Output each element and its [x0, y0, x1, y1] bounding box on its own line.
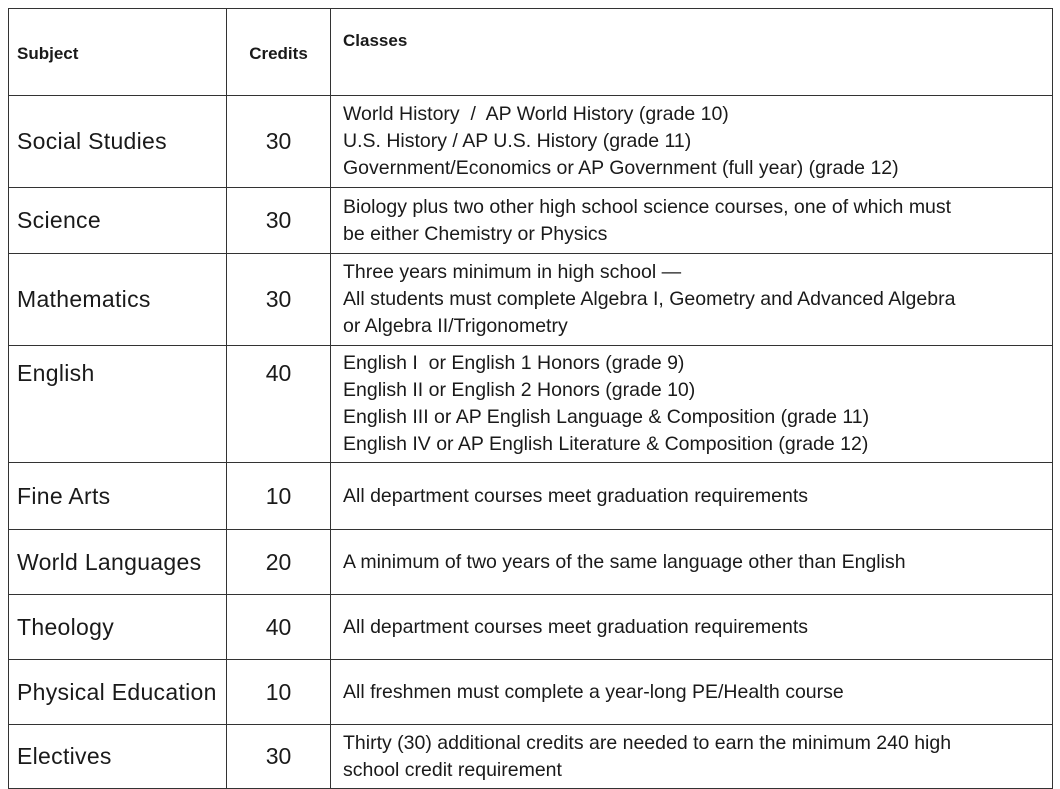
- credits-cell: 10: [227, 463, 331, 530]
- classes-cell: [331, 660, 1053, 725]
- classes-cell: [331, 463, 1053, 530]
- table-row: [9, 660, 1053, 725]
- table-row: [9, 530, 1053, 595]
- graduation-requirements-table: [8, 8, 1053, 789]
- credits-cell: 30: [227, 96, 331, 188]
- class-line: Biology plus two other high school science courses, one of which must: [343, 195, 952, 218]
- class-line: All department courses meet graduation requirements: [343, 484, 808, 507]
- credits-cell: 10: [227, 660, 331, 725]
- credits-cell: 40: [227, 346, 331, 463]
- subject-cell: Physical Education: [9, 660, 227, 725]
- table-row: [9, 595, 1053, 660]
- subject-cell: Science: [9, 188, 227, 254]
- subject-cell: World Languages: [9, 530, 227, 595]
- table-row: [9, 96, 1053, 188]
- class-line: Three years minimum in high school —: [343, 261, 682, 283]
- table-row: [9, 188, 1053, 254]
- subject-cell: Social Studies: [9, 96, 227, 188]
- subject-cell: English: [9, 346, 227, 463]
- class-line: English III or AP English Language & Composition (grade 11): [343, 406, 870, 428]
- class-line: A minimum of two years of the same language other than English: [343, 550, 906, 573]
- class-line: English IV or AP English Literature & Composition (grade 12): [343, 433, 869, 455]
- header-classes: Classes: [331, 9, 1053, 96]
- classes-cell: [331, 725, 1053, 789]
- class-line: U.S. History / AP U.S. History (grade 11): [343, 130, 692, 152]
- credits-cell: 30: [227, 188, 331, 254]
- class-line: school credit requirement: [343, 758, 562, 781]
- credits-cell: 20: [227, 530, 331, 595]
- table-row: [9, 346, 1053, 463]
- class-line: English II or English 2 Honors (grade 10): [343, 379, 696, 401]
- classes-cell: [331, 530, 1053, 595]
- subject-cell: Mathematics: [9, 254, 227, 346]
- class-line: All students must complete Algebra I, Geometry and Advanced Algebra: [343, 288, 956, 310]
- classes-cell: [331, 346, 1053, 463]
- subject-cell: Theology: [9, 595, 227, 660]
- table-row: [9, 725, 1053, 789]
- class-line: All freshmen must complete a year-long PE/Health course: [343, 680, 844, 703]
- credits-cell: 30: [227, 725, 331, 789]
- header-subject: Subject: [9, 9, 227, 96]
- table-header-row: [9, 9, 1053, 96]
- table-row: [9, 254, 1053, 346]
- class-line: All department courses meet graduation requirements: [343, 615, 808, 638]
- class-line: World History / AP World History (grade 10): [343, 103, 729, 125]
- credits-cell: 30: [227, 254, 331, 346]
- credits-cell: 40: [227, 595, 331, 660]
- class-line: be either Chemistry or Physics: [343, 222, 608, 245]
- class-line: or Algebra II/Trigonometry: [343, 315, 568, 337]
- classes-cell: [331, 595, 1053, 660]
- subject-cell: Electives: [9, 725, 227, 789]
- classes-cell: [331, 188, 1053, 254]
- classes-cell: [331, 254, 1053, 346]
- table-row: [9, 463, 1053, 530]
- class-line: Thirty (30) additional credits are needed to earn the minimum 240 high: [343, 731, 952, 754]
- classes-cell: [331, 96, 1053, 188]
- class-line: English I or English 1 Honors (grade 9): [343, 352, 685, 374]
- header-credits: Credits: [227, 9, 331, 96]
- class-line: Government/Economics or AP Government (full year) (grade 12): [343, 157, 899, 179]
- subject-cell: Fine Arts: [9, 463, 227, 530]
